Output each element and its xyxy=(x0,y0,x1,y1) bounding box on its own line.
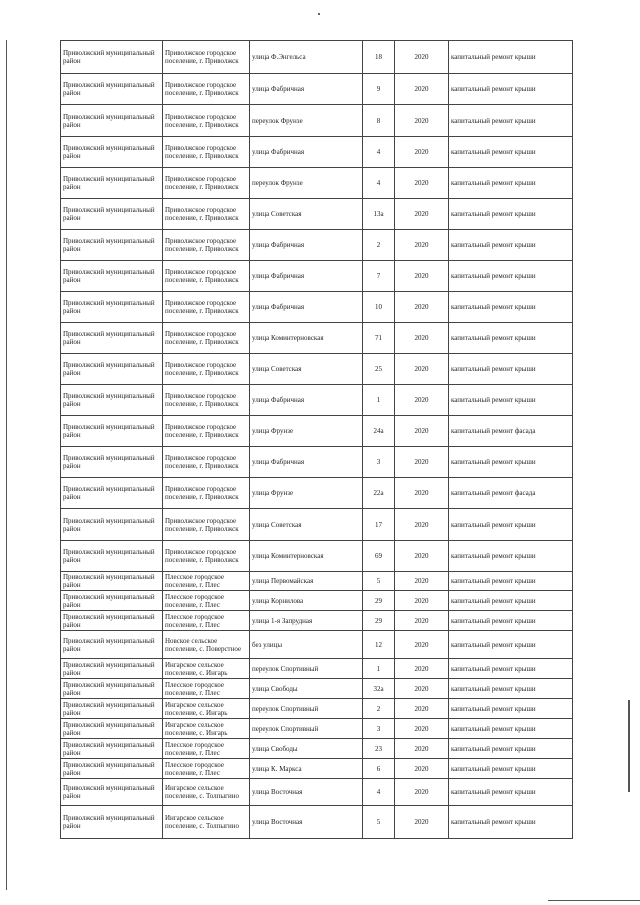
table-row xyxy=(61,759,573,779)
table-row xyxy=(61,679,573,699)
settlement-cell: Ингарское сельское поселение, с. Толпыгино xyxy=(163,779,250,806)
year-cell: 2020 xyxy=(395,199,449,230)
year-cell: 2020 xyxy=(395,541,449,572)
house-number-cell: 6 xyxy=(363,759,395,779)
street-cell: улица К. Маркса xyxy=(250,759,363,779)
house-number-cell: 18 xyxy=(363,41,395,74)
table-row xyxy=(61,779,573,806)
work-type-cell: капитальный ремонт крыши xyxy=(449,137,573,168)
street-cell: улица Корнилова xyxy=(250,591,363,611)
district-cell: Приволжский муниципальный район xyxy=(61,323,163,354)
year-cell: 2020 xyxy=(395,292,449,323)
district-cell: Приволжский муниципальный район xyxy=(61,611,163,631)
work-type-cell: капитальный ремонт крыши xyxy=(449,572,573,591)
table-row xyxy=(61,447,573,478)
table-row xyxy=(61,611,573,631)
street-cell: улица Свободы xyxy=(250,739,363,759)
year-cell: 2020 xyxy=(395,323,449,354)
district-cell: Приволжский муниципальный район xyxy=(61,679,163,699)
district-cell: Приволжский муниципальный район xyxy=(61,416,163,447)
settlement-cell: Приволжское городское поселение, г. Приволжск xyxy=(163,199,250,230)
street-cell: улица Фабричная xyxy=(250,74,363,105)
table-row xyxy=(61,806,573,839)
settlement-cell: Приволжское городское поселение, г. Приволжск xyxy=(163,354,250,385)
year-cell: 2020 xyxy=(395,509,449,541)
house-number-cell: 10 xyxy=(363,292,395,323)
house-number-cell: 69 xyxy=(363,541,395,572)
street-cell: улица Советская xyxy=(250,354,363,385)
street-cell: улица Ф.Энгельса xyxy=(250,41,363,74)
settlement-cell: Плесское городское поселение, г. Плес xyxy=(163,739,250,759)
work-type-cell: капитальный ремонт крыши xyxy=(449,41,573,74)
district-cell: Приволжский муниципальный район xyxy=(61,591,163,611)
house-number-cell: 24а xyxy=(363,416,395,447)
street-cell: переулок Спортивный xyxy=(250,699,363,719)
district-cell: Приволжский муниципальный район xyxy=(61,354,163,385)
house-number-cell: 9 xyxy=(363,74,395,105)
year-cell: 2020 xyxy=(395,759,449,779)
street-cell: улица Свободы xyxy=(250,679,363,699)
settlement-cell: Приволжское городское поселение, г. Приволжск xyxy=(163,509,250,541)
scan-edge-line-bottom xyxy=(548,900,640,901)
work-type-cell: капитальный ремонт крыши xyxy=(449,719,573,739)
district-cell: Приволжский муниципальный район xyxy=(61,199,163,230)
house-number-cell: 23 xyxy=(363,739,395,759)
table-row xyxy=(61,137,573,168)
settlement-cell: Приволжское городское поселение, г. Приволжск xyxy=(163,261,250,292)
work-type-cell: капитальный ремонт крыши xyxy=(449,679,573,699)
street-cell: улица Восточная xyxy=(250,806,363,839)
settlement-cell: Приволжское городское поселение, г. Приволжск xyxy=(163,292,250,323)
table-row xyxy=(61,572,573,591)
work-type-cell: капитальный ремонт крыши xyxy=(449,447,573,478)
street-cell: без улицы xyxy=(250,631,363,659)
street-cell: улица Восточная xyxy=(250,779,363,806)
year-cell: 2020 xyxy=(395,385,449,416)
table-row xyxy=(61,739,573,759)
street-cell: улица Советская xyxy=(250,199,363,230)
year-cell: 2020 xyxy=(395,74,449,105)
year-cell: 2020 xyxy=(395,105,449,137)
table-row xyxy=(61,385,573,416)
house-number-cell: 7 xyxy=(363,261,395,292)
street-cell: улица Фабричная xyxy=(250,230,363,261)
district-cell: Приволжский муниципальный район xyxy=(61,509,163,541)
street-cell: улица Фабричная xyxy=(250,137,363,168)
year-cell: 2020 xyxy=(395,572,449,591)
year-cell: 2020 xyxy=(395,779,449,806)
work-type-cell: капитальный ремонт крыши xyxy=(449,611,573,631)
work-type-cell: капитальный ремонт крыши xyxy=(449,806,573,839)
settlement-cell: Плесское городское поселение, г. Плес xyxy=(163,611,250,631)
year-cell: 2020 xyxy=(395,611,449,631)
house-number-cell: 4 xyxy=(363,168,395,199)
table-row xyxy=(61,591,573,611)
work-type-cell: капитальный ремонт крыши xyxy=(449,631,573,659)
work-type-cell: капитальный ремонт крыши xyxy=(449,74,573,105)
work-type-cell: капитальный ремонт крыши xyxy=(449,509,573,541)
work-type-cell: капитальный ремонт крыши xyxy=(449,659,573,679)
house-number-cell: 5 xyxy=(363,806,395,839)
settlement-cell: Ингарское сельское поселение, с. Ингарь xyxy=(163,719,250,739)
street-cell: улица Первомайская xyxy=(250,572,363,591)
street-cell: улица Фабричная xyxy=(250,447,363,478)
settlement-cell: Приволжское городское поселение, г. Приволжск xyxy=(163,416,250,447)
district-cell: Приволжский муниципальный район xyxy=(61,631,163,659)
table-row xyxy=(61,74,573,105)
district-cell: Приволжский муниципальный район xyxy=(61,779,163,806)
year-cell: 2020 xyxy=(395,806,449,839)
scan-edge-line-left xyxy=(6,40,7,890)
table-row xyxy=(61,292,573,323)
settlement-cell: Приволжское городское поселение, г. Приволжск xyxy=(163,168,250,199)
district-cell: Приволжский муниципальный район xyxy=(61,261,163,292)
district-cell: Приволжский муниципальный район xyxy=(61,659,163,679)
table-row xyxy=(61,41,573,74)
work-type-cell: капитальный ремонт крыши xyxy=(449,759,573,779)
year-cell: 2020 xyxy=(395,137,449,168)
street-cell: улица Фрунзе xyxy=(250,478,363,509)
house-number-cell: 3 xyxy=(363,719,395,739)
house-number-cell: 8 xyxy=(363,105,395,137)
street-cell: улица Фабричная xyxy=(250,261,363,292)
street-cell: переулок Спортивный xyxy=(250,719,363,739)
house-number-cell: 32а xyxy=(363,679,395,699)
house-number-cell: 29 xyxy=(363,591,395,611)
street-cell: улица 1-я Запрудная xyxy=(250,611,363,631)
year-cell: 2020 xyxy=(395,41,449,74)
year-cell: 2020 xyxy=(395,354,449,385)
year-cell: 2020 xyxy=(395,168,449,199)
district-cell: Приволжский муниципальный район xyxy=(61,74,163,105)
house-number-cell: 4 xyxy=(363,779,395,806)
year-cell: 2020 xyxy=(395,719,449,739)
repair-schedule-table xyxy=(60,40,573,839)
work-type-cell: капитальный ремонт крыши xyxy=(449,292,573,323)
district-cell: Приволжский муниципальный район xyxy=(61,137,163,168)
district-cell: Приволжский муниципальный район xyxy=(61,41,163,74)
table-body xyxy=(61,41,573,839)
year-cell: 2020 xyxy=(395,699,449,719)
house-number-cell: 25 xyxy=(363,354,395,385)
table-row xyxy=(61,509,573,541)
work-type-cell: капитальный ремонт крыши xyxy=(449,230,573,261)
house-number-cell: 17 xyxy=(363,509,395,541)
table-row xyxy=(61,699,573,719)
work-type-cell: капитальный ремонт крыши xyxy=(449,261,573,292)
district-cell: Приволжский муниципальный район xyxy=(61,385,163,416)
settlement-cell: Приволжское городское поселение, г. Приволжск xyxy=(163,41,250,74)
district-cell: Приволжский муниципальный район xyxy=(61,105,163,137)
street-cell: переулок Спортивный xyxy=(250,659,363,679)
district-cell: Приволжский муниципальный район xyxy=(61,719,163,739)
settlement-cell: Плесское городское поселение, г. Плес xyxy=(163,591,250,611)
street-cell: переулок Фрунзе xyxy=(250,105,363,137)
street-cell: улица Коминтерновская xyxy=(250,323,363,354)
settlement-cell: Приволжское городское поселение, г. Приволжск xyxy=(163,137,250,168)
table-row xyxy=(61,541,573,572)
work-type-cell: капитальный ремонт фасада xyxy=(449,416,573,447)
year-cell: 2020 xyxy=(395,230,449,261)
year-cell: 2020 xyxy=(395,659,449,679)
district-cell: Приволжский муниципальный район xyxy=(61,230,163,261)
street-cell: улица Советская xyxy=(250,509,363,541)
house-number-cell: 1 xyxy=(363,385,395,416)
work-type-cell: капитальный ремонт крыши xyxy=(449,699,573,719)
settlement-cell: Ингарское сельское поселение, с. Ингарь xyxy=(163,699,250,719)
year-cell: 2020 xyxy=(395,478,449,509)
district-cell: Приволжский муниципальный район xyxy=(61,699,163,719)
table-row xyxy=(61,416,573,447)
settlement-cell: Плесское городское поселение, г. Плес xyxy=(163,759,250,779)
district-cell: Приволжский муниципальный район xyxy=(61,572,163,591)
settlement-cell: Приволжское городское поселение, г. Приволжск xyxy=(163,105,250,137)
settlement-cell: Ингарское сельское поселение, с. Ингарь xyxy=(163,659,250,679)
year-cell: 2020 xyxy=(395,261,449,292)
work-type-cell: капитальный ремонт крыши xyxy=(449,591,573,611)
house-number-cell: 1 xyxy=(363,659,395,679)
work-type-cell: капитальный ремонт крыши xyxy=(449,354,573,385)
work-type-cell: капитальный ремонт крыши xyxy=(449,385,573,416)
scan-edge-mark-right xyxy=(628,700,630,792)
work-type-cell: капитальный ремонт крыши xyxy=(449,323,573,354)
district-cell: Приволжский муниципальный район xyxy=(61,759,163,779)
street-cell: улица Фабричная xyxy=(250,385,363,416)
table-row xyxy=(61,199,573,230)
house-number-cell: 22а xyxy=(363,478,395,509)
district-cell: Приволжский муниципальный район xyxy=(61,168,163,199)
settlement-cell: Приволжское городское поселение, г. Приволжск xyxy=(163,385,250,416)
house-number-cell: 4 xyxy=(363,137,395,168)
settlement-cell: Плесское городское поселение, г. Плес xyxy=(163,572,250,591)
settlement-cell: Плесское городское поселение, г. Плес xyxy=(163,679,250,699)
settlement-cell: Приволжское городское поселение, г. Приволжск xyxy=(163,230,250,261)
settlement-cell: Новское сельское поселение, с. Поверстное xyxy=(163,631,250,659)
settlement-cell: Приволжское городское поселение, г. Приволжск xyxy=(163,541,250,572)
settlement-cell: Приволжское городское поселение, г. Приволжск xyxy=(163,323,250,354)
table-row xyxy=(61,230,573,261)
table-row xyxy=(61,631,573,659)
year-cell: 2020 xyxy=(395,416,449,447)
work-type-cell: капитальный ремонт крыши xyxy=(449,779,573,806)
table-row xyxy=(61,323,573,354)
house-number-cell: 2 xyxy=(363,699,395,719)
year-cell: 2020 xyxy=(395,679,449,699)
settlement-cell: Приволжское городское поселение, г. Приволжск xyxy=(163,478,250,509)
street-cell: улица Фабричная xyxy=(250,292,363,323)
work-type-cell: капитальный ремонт крыши xyxy=(449,168,573,199)
table-row xyxy=(61,659,573,679)
year-cell: 2020 xyxy=(395,631,449,659)
work-type-cell: капитальный ремонт крыши xyxy=(449,105,573,137)
settlement-cell: Приволжское городское поселение, г. Приволжск xyxy=(163,74,250,105)
street-cell: улица Фрунзе xyxy=(250,416,363,447)
house-number-cell: 2 xyxy=(363,230,395,261)
district-cell: Приволжский муниципальный район xyxy=(61,739,163,759)
settlement-cell: Ингарское сельское поселение, с. Толпыгино xyxy=(163,806,250,839)
table-row xyxy=(61,478,573,509)
house-number-cell: 71 xyxy=(363,323,395,354)
work-type-cell: капитальный ремонт крыши xyxy=(449,541,573,572)
settlement-cell: Приволжское городское поселение, г. Приволжск xyxy=(163,447,250,478)
district-cell: Приволжский муниципальный район xyxy=(61,478,163,509)
work-type-cell: капитальный ремонт фасада xyxy=(449,478,573,509)
district-cell: Приволжский муниципальный район xyxy=(61,292,163,323)
scan-speck xyxy=(318,13,320,15)
district-cell: Приволжский муниципальный район xyxy=(61,806,163,839)
year-cell: 2020 xyxy=(395,591,449,611)
table-row xyxy=(61,261,573,292)
house-number-cell: 13а xyxy=(363,199,395,230)
table-row xyxy=(61,719,573,739)
street-cell: переулок Фрунзе xyxy=(250,168,363,199)
street-cell: улица Коминтерновская xyxy=(250,541,363,572)
district-cell: Приволжский муниципальный район xyxy=(61,447,163,478)
year-cell: 2020 xyxy=(395,447,449,478)
year-cell: 2020 xyxy=(395,739,449,759)
house-number-cell: 12 xyxy=(363,631,395,659)
table-row xyxy=(61,105,573,137)
house-number-cell: 29 xyxy=(363,611,395,631)
work-type-cell: капитальный ремонт крыши xyxy=(449,199,573,230)
house-number-cell: 3 xyxy=(363,447,395,478)
table-row xyxy=(61,168,573,199)
district-cell: Приволжский муниципальный район xyxy=(61,541,163,572)
table-row xyxy=(61,354,573,385)
work-type-cell: капитальный ремонт крыши xyxy=(449,739,573,759)
house-number-cell: 5 xyxy=(363,572,395,591)
